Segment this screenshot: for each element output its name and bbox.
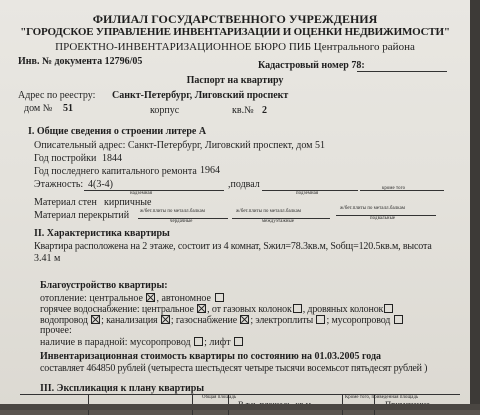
- heating-label: отопление:: [40, 293, 87, 304]
- cadastral-number-line: [357, 71, 447, 72]
- section3-title: III. Экспликация к плану квартиры: [40, 383, 205, 394]
- background-edge-bottom: [0, 404, 480, 410]
- hot-water-wood-checkbox[interactable]: [384, 304, 393, 313]
- walls-material-value: кирпичные: [104, 197, 152, 208]
- section1-title: I. Общие сведения о строении литере А: [28, 126, 207, 137]
- flat-label: кв.№: [232, 105, 254, 116]
- org-title: ФИЛИАЛ ГОСУДАРСТВЕННОГО УЧРЕЖДЕНИЯ: [92, 12, 378, 26]
- section2-title: II. Характеристика квартиры: [34, 228, 170, 239]
- building-label: корпус: [150, 105, 180, 116]
- org-subtitle: "ГОРОДСКОЕ УПРАВЛЕНИЕ ИНВЕНТАРИЗАЦИИ И ОЦЕНКИ НЕДВИЖИМОСТИ": [20, 26, 450, 38]
- hot-water-line: горячее водоснабжение: центральное , от газовых колонок , дровяных колонок: [40, 304, 394, 315]
- house-label: дом №: [24, 103, 53, 114]
- registry-address-label: Адрес по реестру:: [18, 90, 96, 101]
- descriptive-address: Описательный адрес: Санкт-Петербург, Лиговский проспект, дом 51: [34, 140, 325, 151]
- hot-water-gas-checkbox[interactable]: [293, 304, 302, 313]
- hot-water-central-checkbox[interactable]: [197, 304, 206, 313]
- floors-count-value: 4(3-4): [88, 179, 113, 190]
- amenities-title: Благоустройство квартиры:: [40, 280, 168, 291]
- gas-checkbox[interactable]: [240, 315, 249, 324]
- heating-autonomous-checkbox[interactable]: [215, 293, 224, 302]
- lift-checkbox[interactable]: [234, 337, 243, 346]
- ceiling-material-label: Материал перекрытий: [34, 210, 130, 221]
- bureau-title: ПРОЕКТНО-ИНВЕНТАРИЗАЦИОННОЕ БЮРО ПИБ Центрального района: [55, 41, 415, 53]
- valuation-title: Инвентаризационная стоимость квартиры по состоянию на 01.03.2005 года: [40, 351, 382, 362]
- cadastral-number-label: Кадастровый номер 78:: [258, 60, 365, 71]
- apartment-description: Квартира расположена на 2 этаже, состоит из 4 комнат, Sжил=78.3кв.м, Sобщ=120.5кв.м, высота: [34, 241, 432, 252]
- year-built-label: Год постройки: [34, 153, 97, 164]
- entrance-line: наличие в парадной: мусоропровод ; лифт: [40, 337, 244, 348]
- sewer-checkbox[interactable]: [161, 315, 170, 324]
- year-built-value: 1844: [102, 153, 122, 164]
- inventory-number: Инв. № документа 12796/05: [18, 56, 143, 67]
- sub-underground: подземная: [296, 191, 319, 196]
- registry-address-value: Санкт-Петербург, Лиговский проспект: [112, 90, 289, 101]
- year-repair-label: Год последнего капитального ремонта: [34, 166, 197, 177]
- garbage-chute-checkbox[interactable]: [394, 315, 403, 324]
- heating-line: отопление: центральное , автономное: [40, 293, 225, 304]
- flat-value: 2: [262, 105, 267, 116]
- col-except-area: Кроме того, приведенная площадь: [345, 395, 419, 400]
- sub-attic: чердачные: [170, 219, 193, 224]
- year-repair-value: 1964: [200, 165, 220, 176]
- house-value: 51: [63, 103, 73, 114]
- sub-except: кроме того: [382, 186, 406, 191]
- col-total-area: Общая площадь: [202, 395, 237, 400]
- sub-interfloor: междуэтажные: [262, 219, 295, 224]
- heating-central-checkbox[interactable]: [146, 293, 155, 302]
- apartment-height: 3.41 м: [34, 253, 61, 264]
- passport-title: Паспорт на квартиру: [186, 75, 284, 86]
- interfloor-material-value: ж/бет.плиты по металл.балкам: [236, 209, 302, 214]
- background-edge-right: [470, 0, 480, 410]
- other-label: прочее:: [40, 325, 72, 336]
- electric-stove-checkbox[interactable]: [316, 315, 325, 324]
- valuation-value: составляет 464850 рублей (четыреста шестьдесят четыре тысячи восемьсот пятьдесят рублей ): [40, 363, 428, 374]
- utilities-line: водопровод ; канализация ; газоснабжение ; электроплиты ; мусоропровод: [40, 315, 404, 326]
- floors-count-label: Этажность:: [34, 179, 84, 190]
- sub-above-ground: надземная: [130, 191, 153, 196]
- sub-basement: подвальные: [370, 216, 396, 221]
- entrance-garbage-chute-checkbox[interactable]: [194, 337, 203, 346]
- attic-material-value: ж/бет.плиты по металл.балкам: [140, 209, 206, 214]
- walls-material-label: Материал стен: [34, 197, 97, 208]
- basement-material-value: ж/бет.плиты по металл.балкам: [340, 206, 406, 211]
- basement-text: ,подвал: [228, 179, 260, 190]
- plumbing-checkbox[interactable]: [91, 315, 100, 324]
